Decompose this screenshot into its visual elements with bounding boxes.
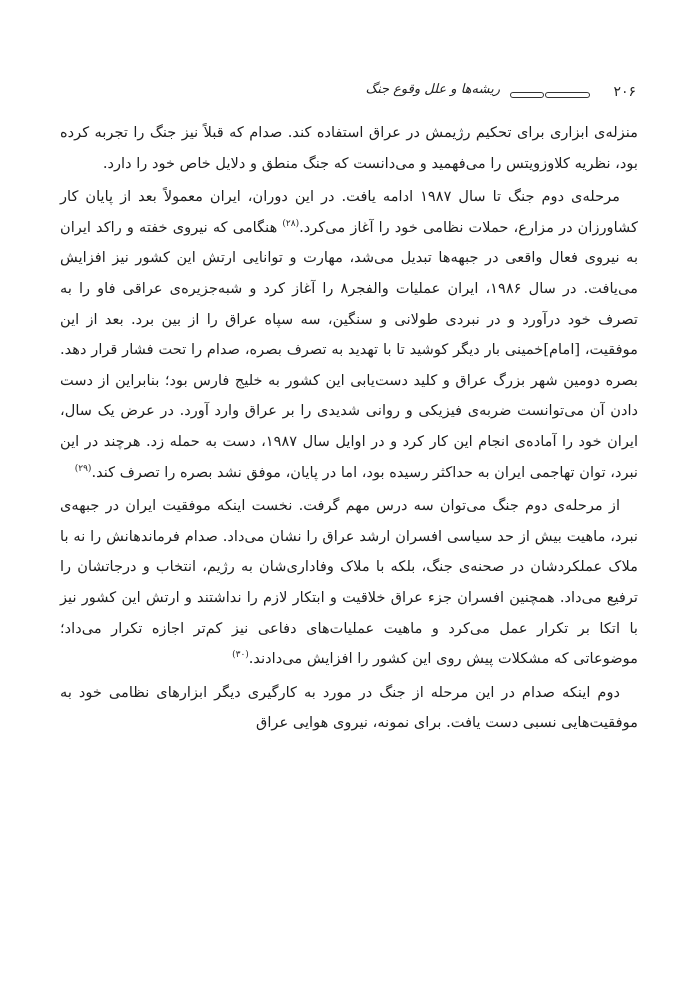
header-ornament-bar xyxy=(545,92,590,98)
paragraph xyxy=(60,118,638,179)
paragraph-text: مرحله‌ی دوم جنگ تا سال ۱۹۸۷ ادامه یافت. در این دوران، ایران معمولاً بعد از پایان کار کشاورزان در مزارع، حملات نظامی خود را آغاز می‌کرد. xyxy=(60,188,638,236)
paragraph-text: دوم اینکه صدام در این مرحله از جنگ در مورد به کارگیری دیگر ابزارهای نظامی خود به موفقیت‌هایی نسبی دست یافت. برای نمونه، نیروی هوایی عراق xyxy=(60,683,638,732)
paragraph xyxy=(60,182,638,488)
body-text xyxy=(60,118,638,739)
paragraph xyxy=(60,491,638,675)
running-title: ریشه‌ها و علل وقوع جنگ xyxy=(365,82,500,97)
page-number: ۲۰۶ xyxy=(613,84,636,100)
paragraph-text: منزله‌ی ابزاری برای تحکیم رژیمش در عراق استفاده کند. صدام که قبلاً نیز جنگ را تجربه کرده بود، نظریه کلاوزویتس را می‌فهمید و می‌دانست که جنگ منطق و دلایل خاص خود را دارد. xyxy=(60,124,638,172)
page-header xyxy=(0,82,698,106)
paragraph-text: از مرحله‌ی دوم جنگ می‌توان سه درس مهم گرفت. نخست اینکه موفقیت ایران در جبهه‌ی نبرد، ماهیت بیش از حد سیاسی افسران ارشد عراق را نشان می‌داد. صدام فرماندهانش را نه با ملاک عملکردشان در صحنه‌ی جنگ، بلکه با ملاک وفاداری‌شان به رژیم، انتخاب و درجاتشان را ترفیع می‌داد. همچنین افسران جزء عراق خلاقیت و ابتکار لازم را نداشتند و ارتش این کشور نیز با اتکا بر تکرار عمل می‌کرد و ماهیت عملیات‌های دفاعی نیز کم‌تر اجازه تکرار می‌داد؛ موضوعاتی که مشکلات پیش روی این کشور را افزایش می‌دادند. xyxy=(60,497,638,668)
header-ornament-bar xyxy=(510,92,544,98)
paragraph xyxy=(60,678,638,739)
paragraph-text: هنگامی که نیروی خفته و راکد ایران به نیروی فعال واقعی در جبهه‌ها تبدیل می‌شد، مهارت و توانایی ارتش این کشور نیز افزایش می‌یافت. در سال ۱۹۸۶، ایران عملیات والفجر۸ را آغاز کرد و شبه‌جزیره‌ی عراقی فاو را به تصرف خود درآورد و در نبردی طولانی و سنگین، سه سپاه عراق را از بین برد. بعد از این موفقیت، [امام]خمینی بار دیگر کوشید تا با تهدید به تصرف بصره، صدام را تحت فشار قرار دهد. بصره دومین شهر بزرگ عراق و کلید دست‌یابی این کشور به خلیج فارس بود؛ بنابراین از دست دادن آن می‌توانست ضربه‌ی فیزیکی و روانی شدیدی را بر عراق وارد آورد. در عرض یک سال، ایران خود را آماده‌ی انجام این کار کرد و در اوایل سال ۱۹۸۷، دست به حمله زد. هرچند در این نبرد، توان تهاجمی ایران به حداکثر رسیده بود، اما در پایان، موفق نشد بصره را تصرف کند. xyxy=(60,218,639,481)
footnote-ref: (۲۹) xyxy=(74,463,92,474)
footnote-ref: (۳۰) xyxy=(232,650,249,661)
footnote-ref: (۲۸) xyxy=(282,218,300,229)
